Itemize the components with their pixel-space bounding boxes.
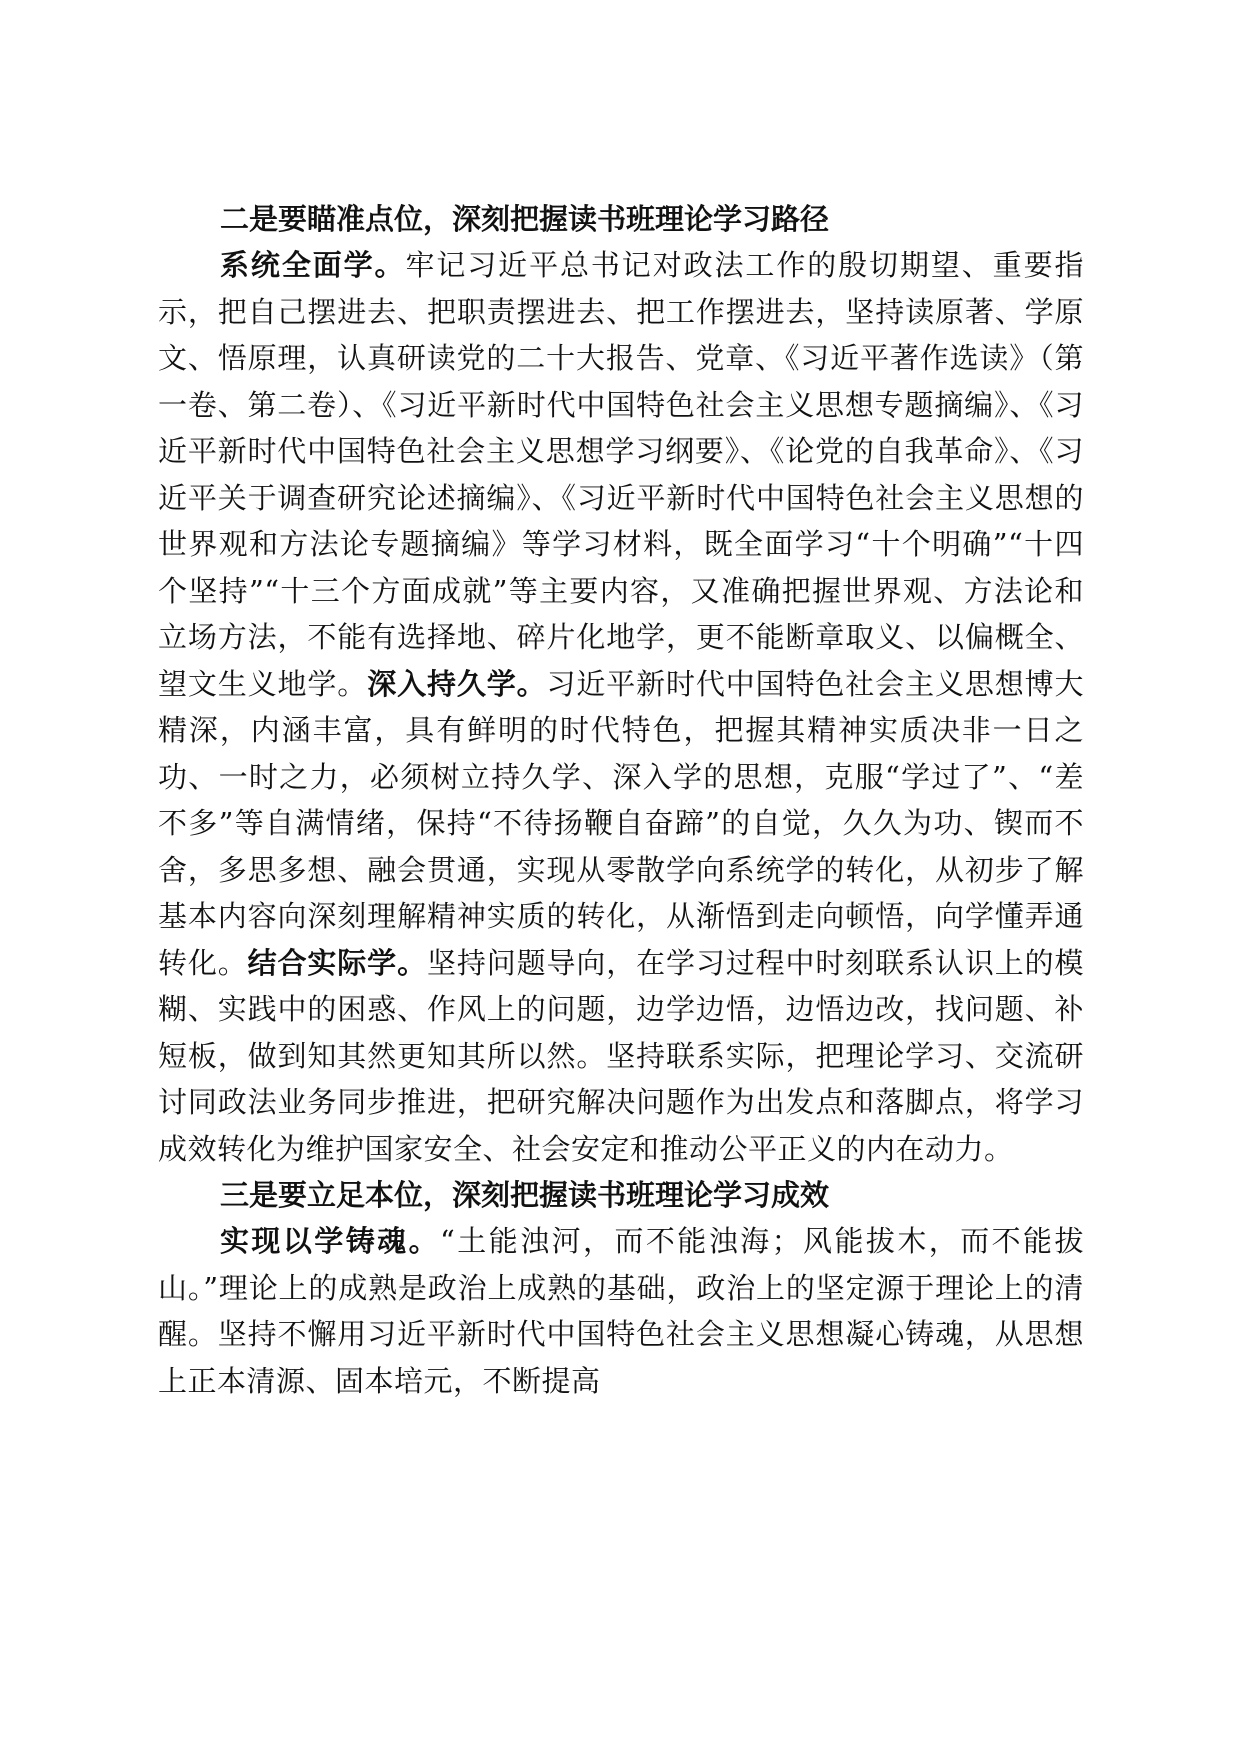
subheading-soul-casting: 实现以学铸魂。	[220, 1224, 441, 1258]
paragraph-text-in-depth-study: 习近平新时代中国特色社会主义思想博大精深，内涵丰富，具有鲜明的时代特色，把握其精神实质决非一日之功、一时之力，必须树立持久学、深入学的思想，克服“学过了”、“差不多”等自满情绪，保持“不待扬鞭自奋蹄”的自觉，久久为功、锲而不舍，多思多想、融会贯通，实现从零散学向系统学的转化，从初步了解基本内容向深刻理解精神实质的转化，从渐悟到走向顿悟，向学懂弄通转化。	[158, 666, 1084, 980]
paragraph-text-systematic-study: 牢记习近平总书记对政法工作的殷切期望、重要指示，把自己摆进去、把职责摆进去、把工作摆进去，坚持读原著、学原文、悟原理，认真研读党的二十大报告、党章、《习近平著作选读》（第一卷、第二卷）、《习近平新时代中国特色社会主义思想专题摘编》、《习近平新时代中国特色社会主义思想学习纲要》、《论党的自我革命》、《习近平关于调查研究论述摘编》、《习近平新时代中国特色社会主义思想的世界观和方法论专题摘编》等学习材料，既全面学习“十个明确”“十四个坚持”“十三个方面成就”等主要内容，又准确把握世界观、方法论和立场方法，不能有选择地、碎片化地学，更不能断章取义、以偏概全、望文生义地学。	[158, 248, 1084, 701]
paragraph-text-practical-study: 坚持问题导向，在学习过程中时刻联系认识上的模糊、实践中的困惑、作风上的问题，边学边悟，边悟边改，找问题、补短板，做到知其然更知其所以然。坚持联系实际，把理论学习、交流研讨同政法业务同步推进，把研究解决问题作为出发点和落脚点，将学习成效转化为维护国家安全、社会安定和推动公平正义的内在动力。	[158, 945, 1084, 1166]
subheading-practical-study: 结合实际学。	[247, 945, 427, 980]
section-heading-2: 二是要瞄准点位，深刻把握读书班理论学习路径	[220, 202, 830, 236]
subheading-systematic-study: 系统全面学。	[220, 248, 406, 282]
subheading-in-depth-study: 深入持久学。	[367, 666, 547, 701]
document-body	[158, 196, 1084, 1404]
section-3-paragraph	[158, 1218, 1084, 1404]
section-heading-3: 三是要立足本位，深刻把握读书班理论学习成效	[220, 1178, 830, 1212]
paragraph-text-soul-casting: “土能浊河，而不能浊海；风能拔木，而不能拔山。”理论上的成熟是政治上成熟的基础，政治上的坚定源于理论上的清醒。坚持不懈用习近平新时代中国特色社会主义思想凝心铸魂，从思想上正本清源、固本培元，不断提高	[158, 1224, 1084, 1398]
section-2-paragraph	[158, 242, 1084, 1172]
